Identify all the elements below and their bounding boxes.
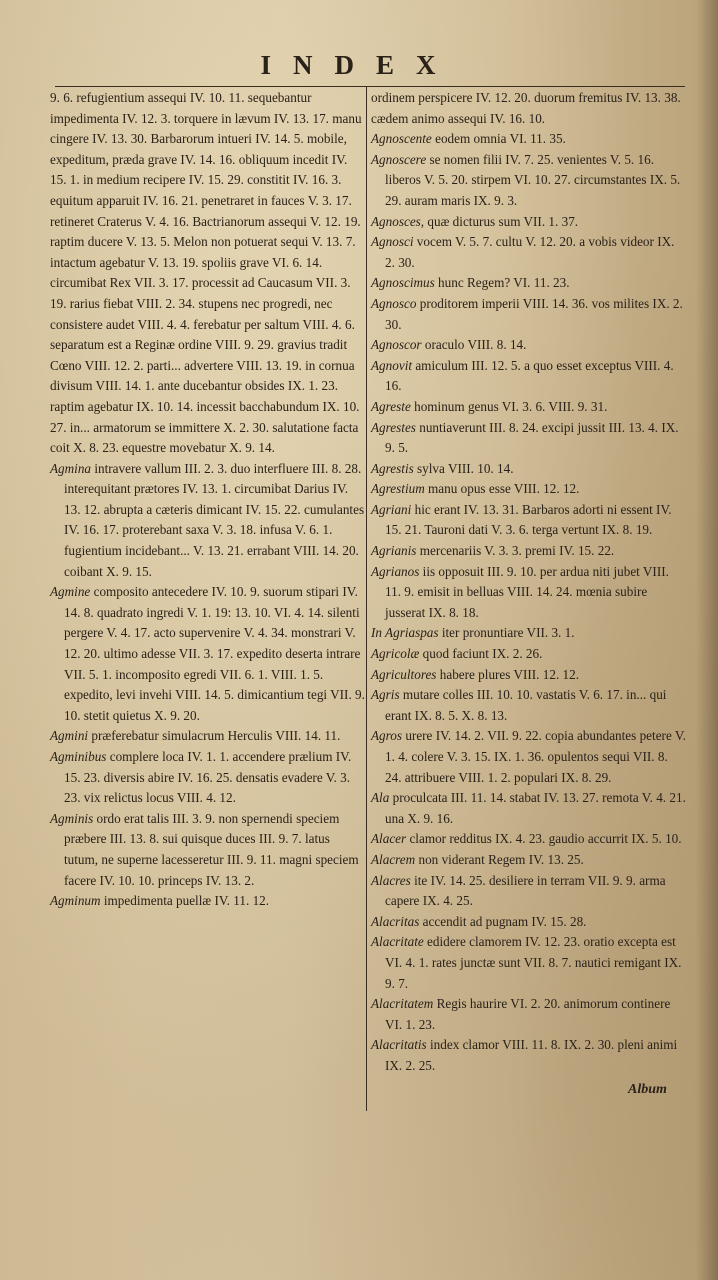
index-entry: Alacritatis index clamor VIII. 11. 8. IX. 2. 30. pleni animi IX. 2. 25. <box>371 1037 678 1073</box>
page-header: INDEX <box>260 50 458 80</box>
index-entry: Alacritas accendit ad pugnam IV. 15. 28. <box>371 913 587 929</box>
index-entry: Agrestis sylva VIII. 10. 14. <box>371 460 514 476</box>
index-entry: Agmina intravere vallum III. 2. 3. duo interfluere III. 8. 28. interequitant prætores IV. 13. 1. circumibat Darius IV. 13. 12. abrupta a cæteris dimicant IV. 15. 22. cumulantes IV. 16. 17. proterebant saxa V. 3. 18. infusa V. 6. 1. fugientium incidebant... V. 13. 21. errabant VIII. 14. 20. coibant X. 9. 15. <box>50 460 365 579</box>
index-entry: Alacer clamor redditus IX. 4. 23. gaudio accurrit IX. 5. 10. <box>371 831 682 847</box>
index-entry: Agminibus complere loca IV. 1. 1. accendere prælium IV. 15. 23. diversis abire IV. 16. 25. densatis evadere V. 3. 23. vix relictus locus VIII. 4. 12. <box>50 749 352 806</box>
page-edge-shadow <box>696 0 718 1280</box>
index-entry: Alacritatem Regis haurire VI. 2. 20. animorum continere VI. 1. 23. <box>371 996 671 1032</box>
left-column <box>50 88 368 912</box>
index-entry: Agnoscor oraculo VIII. 8. 14. <box>371 337 527 353</box>
index-entry: Agnoscente eodem omnia VI. 11. 35. <box>371 131 566 147</box>
index-entry: Agmini præferebatur simulacrum Herculis VIII. 14. 11. <box>50 728 341 744</box>
index-entry: Agrianis mercenariis V. 3. 3. premi IV. 15. 22. <box>371 543 615 559</box>
index-entry: Agrestium manu opus esse VIII. 12. 12. <box>371 481 580 497</box>
index-entry: Agris mutare colles III. 10. 10. vastatis V. 6. 17. in... qui erant IX. 8. 5. X. 8. 13. <box>371 687 667 723</box>
index-entry: ordinem perspicere IV. 12. 20. duorum fremitus IV. 13. 38. cædem animo assequi IV. 16. 10. <box>371 90 681 126</box>
index-entry: Agnovit amiculum III. 12. 5. a quo esset exceptus VIII. 4. 16. <box>371 357 674 394</box>
index-entry: Agnoscimus hunc Regem? VI. 11. 23. <box>371 275 570 291</box>
index-entry: Agreste hominum genus VI. 3. 6. VIII. 9. 31. <box>371 398 608 414</box>
right-column <box>371 88 689 1077</box>
index-entry: Ala proculcata III. 11. 14. stabat IV. 13. 27. remota V. 4. 21. una X. 9. 16. <box>371 790 686 826</box>
index-entry: Agrianos iis opposuit III. 9. 10. per ardua niti jubet VIII. 11. 9. emisit in belluas VIII. 14. 24. mœnia subire jusserat IX. 8. 18. <box>371 563 669 620</box>
index-entry: Agnosco proditorem imperii VIII. 14. 36. vos milites IX. 2. 30. <box>371 295 683 332</box>
catchword: Album <box>628 1082 667 1097</box>
index-entry: Alacres ite IV. 14. 25. desiliere in terram VII. 9. 9. arma capere IX. 4. 25. <box>371 872 666 909</box>
index-entry: Agnosci vocem V. 5. 7. cultu V. 12. 20. a vobis videor IX. 2. 30. <box>371 234 675 270</box>
index-entry: 9. 6. refugientium assequi IV. 10. 11. sequebantur impedimenta IV. 12. 3. torquere in lævum IV. 13. 17. manu cingere IV. 13. 30. Barbarorum intueri IV. 14. 5. mobile, expeditum, præda grave IV. 14. 16. obliquum incedit IV. 15. 1. in medium recipere IV. 15. 29. constitit IV. 16. 3. equitum apparuit IV. 16. 21. penetraret in fauces V. 3. 17. retineret Craterus V. 4. 16. Bactrianorum assequi V. 12. 19. raptim ducere V. 13. 5. Melon non potuerat sequi V. 13. 7. intactum agebatur V. 13. 19. spoliis grave VI. 6. 14. circumibat Rex VII. 3. 17. processit ad Caucasum VII. 3. 19. rarius fiebat VIII. 2. 34. stupens nec progredi, nec consistere audet VIII. 4. 4. ferebatur per saltum VIII. 4. 6. separatum est a Reginæ ordine VIII. 9. 29. gravius tradit Cœno VIII. 12. 2. parti... advertere VIII. 13. 19. in cornua divisum VIII. 14. 1. ante ducebantur obsides IX. 1. 23. raptim agebatur IX. 10. 14. incessit bacchabundum IX. 10. 27. in... armatorum se immittere X. 2. 30. salutatione facta coit X. 8. 23. equestre movebatur X. 9. 14. <box>50 90 362 456</box>
index-entry: Agriani hic erant IV. 13. 31. Barbaros adorti ni essent IV. 15. 21. Tauroni dati V. 3. 6. terga vertunt IX. 8. 19. <box>371 501 672 538</box>
index-entry: Agminis ordo erat talis III. 3. 9. non spernendi speciem præbere III. 13. 8. sui quisque duces III. 9. 7. latus tutum, ne superne lacesseretur III. 9. 11. magni speciem facere IV. 10. 10. princeps IV. 13. 2. <box>50 810 359 888</box>
index-entry: Agnosces, quæ dicturus sum VII. 1. 37. <box>371 213 579 229</box>
index-entry: Agnoscere se nomen filii IV. 7. 25. venientes V. 5. 16. liberos V. 5. 20. stirpem VI. 10. 27. circumstantes IX. 5. 29. auram maris IX. 9. 3. <box>371 151 681 208</box>
index-entry: Agros urere IV. 14. 2. VII. 9. 22. copia abundantes petere V. 1. 4. colere V. 3. 15. IX. 1. 36. opulentos sequi VII. 8. 24. attribuere VIII. 1. 2. populari IX. 8. 29. <box>371 728 686 785</box>
index-entry: Agmine composito antecedere IV. 10. 9. suorum stipari IV. 14. 8. quadrato ingredi V. 1. 19: 13. 10. VI. 4. 14. silenti pergere V. 4. 17. acto supervenire V. 4. 34. monstrari V. 12. 20. ultimo adesse VII. 3. 17. expedito deserta intrare VII. 5. 1. incomposito egredi VII. 6. 1. VIII. 1. 5. expedito, levi invehi VIII. 14. 5. dimicantium tegi VII. 9. 10. stetit quietus X. 9. 20. <box>50 584 365 723</box>
index-entry: Alacritate edidere clamorem IV. 12. 23. oratio excepta est VI. 4. 1. rates junctæ sunt VII. 8. 7. nautici remigant IX. 9. 7. <box>371 934 682 991</box>
index-entry: Agminum impedimenta puellæ IV. 11. 12. <box>50 893 270 909</box>
index-entry: Agrestes nuntiaverunt III. 8. 24. excipi jussit III. 13. 4. IX. 9. 5. <box>371 419 679 456</box>
index-entry: Alacrem non viderant Regem IV. 13. 25. <box>371 851 584 867</box>
header-rule <box>55 86 685 87</box>
index-entry: Agricolæ quod faciunt IX. 2. 26. <box>371 646 543 662</box>
index-entry: Agricultores habere plures VIII. 12. 12. <box>371 666 580 682</box>
index-entry: In Agriaspas iter pronuntiare VII. 3. 1. <box>371 625 575 641</box>
